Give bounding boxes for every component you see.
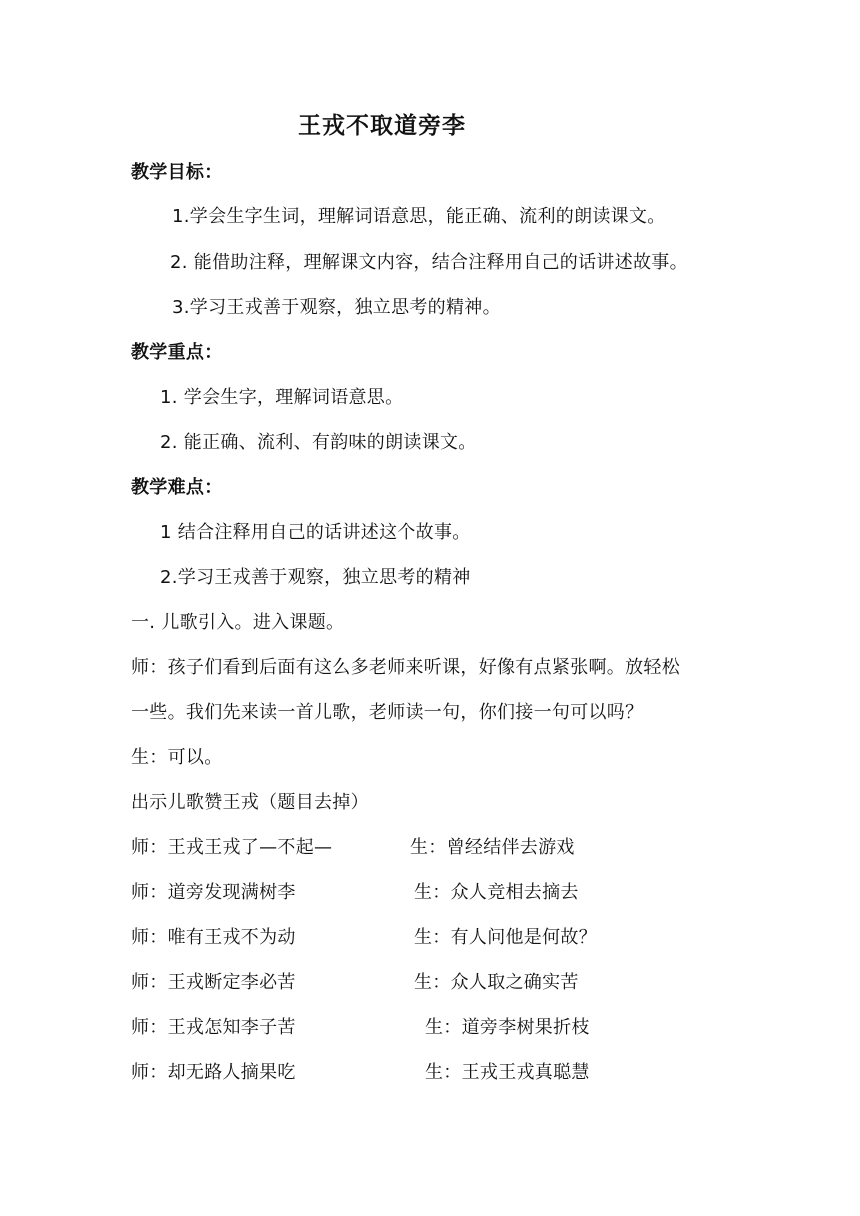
rhyme-student-line: 生：曾经结伴去游戏	[410, 837, 575, 858]
goal-item: 3.学习王戎善于观察，独立思考的精神。	[172, 297, 501, 318]
dialogue-paragraph: 师：孩子们看到后面有这么多老师来听课，好像有点紧张啊。放轻松	[131, 657, 680, 678]
rhyme-student-line: 生：道旁李树果折枝	[425, 1017, 590, 1038]
goal-item: 2. 能借助注释，理解课文内容，结合注释用自己的话讲述故事。	[170, 252, 688, 273]
goal-item: 1.学会生字生词，理解词语意思，能正确、流利的朗读课文。	[172, 206, 666, 227]
goals-heading: 教学目标：	[131, 162, 223, 183]
rhyme-teacher-line: 师：却无路人摘果吃	[131, 1062, 296, 1083]
dialogue-line: 生：可以。	[131, 747, 223, 768]
document-title: 王戎不取道旁李	[298, 113, 466, 139]
section-heading: 一. 儿歌引入。进入课题。	[131, 612, 345, 633]
rhyme-teacher-line: 师：道旁发现满树李	[131, 882, 296, 903]
rhyme-teacher-line: 师：唯有王戎不为动	[131, 927, 296, 948]
key-points-heading: 教学重点：	[131, 342, 223, 363]
key-point-item: 2. 能正确、流利、有韵味的朗读课文。	[160, 432, 477, 453]
key-point-item: 1. 学会生字，理解词语意思。	[160, 387, 404, 408]
dialogue-line: 出示儿歌赞王戎（题目去掉）	[131, 792, 369, 813]
rhyme-student-line: 生：王戎王戎真聪慧	[425, 1062, 590, 1083]
difficulties-heading: 教学难点：	[131, 477, 223, 498]
difficulty-item: 2.学习王戎善于观察，独立思考的精神	[160, 567, 471, 588]
dialogue-paragraph-cont: 一些。我们先来读一首儿歌，老师读一句，你们接一句可以吗？	[131, 702, 644, 723]
rhyme-teacher-line: 师：王戎王戎了—不起—	[131, 837, 333, 858]
rhyme-student-line: 生：有人问他是何故？	[414, 927, 597, 948]
difficulty-item: 1 结合注释用自己的话讲述这个故事。	[160, 522, 471, 543]
rhyme-student-line: 生：众人竞相去摘去	[414, 882, 579, 903]
rhyme-teacher-line: 师：王戎断定李必苦	[131, 972, 296, 993]
rhyme-student-line: 生：众人取之确实苦	[414, 972, 579, 993]
rhyme-teacher-line: 师：王戎怎知李子苦	[131, 1017, 296, 1038]
